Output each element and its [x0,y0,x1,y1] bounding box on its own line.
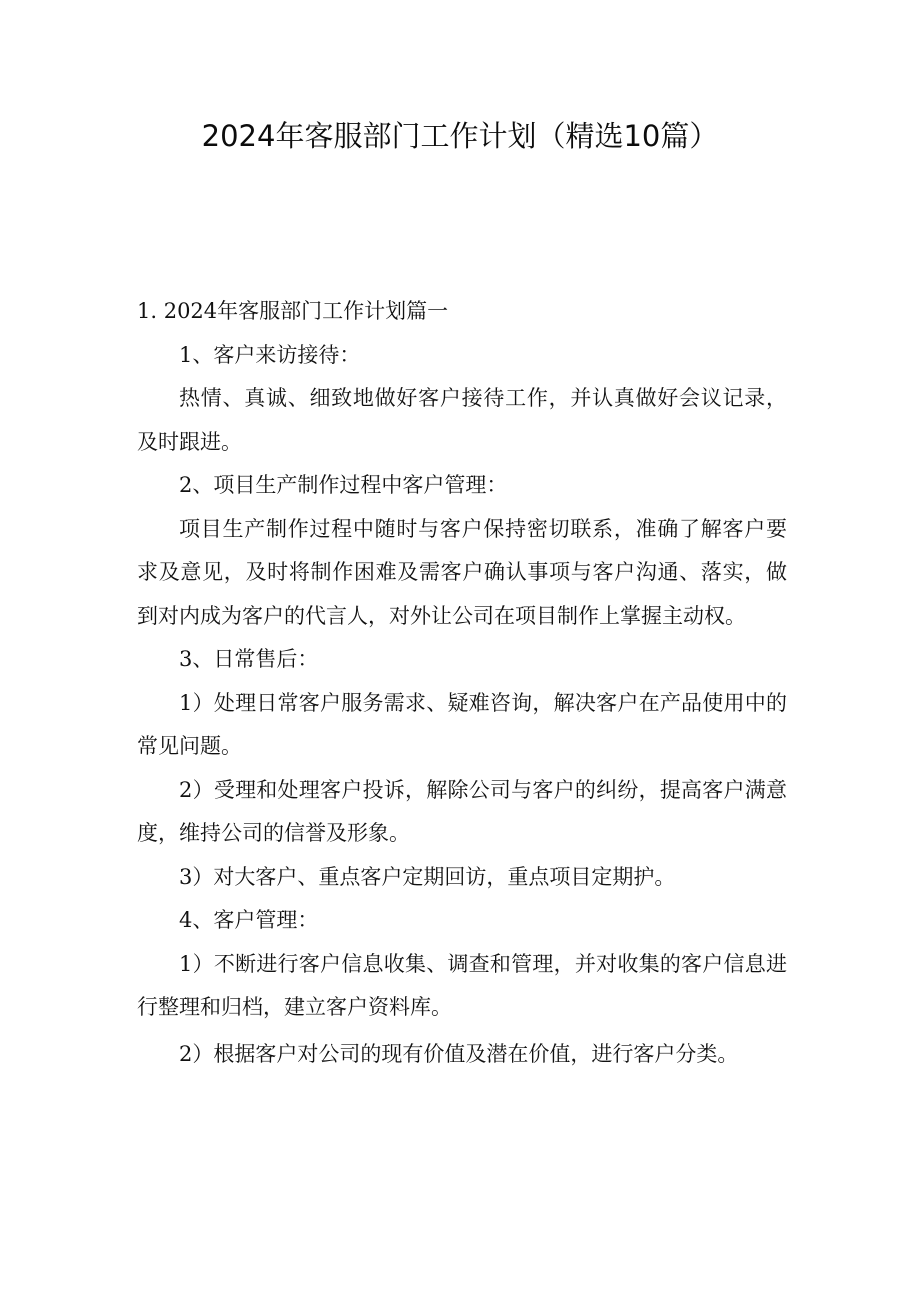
paragraph-reception-detail: 热情、真诚、细致地做好客户接待工作，并认真做好会议记录，及时跟进。 [137,386,787,454]
subheading-customer-management: 4、客户管理： [179,908,319,932]
paragraph-customer-management-2: 2）根据客户对公司的现有价值及潜在价值，进行客户分类。 [179,1041,739,1066]
paragraph-customer-management-1: 1）不断进行客户信息收集、调查和管理，并对收集的客户信息进行整理和归档，建立客户资料库。 [137,951,787,1019]
subheading-after-sales: 3、日常售后： [179,647,319,671]
subheading-production-management: 2、项目生产制作过程中客户管理： [179,473,508,497]
paragraph-after-sales-3: 3）对大客户、重点客户定期回访，重点项目定期护。 [179,864,676,889]
document-title: 2024年客服部门工作计划（精选10篇） [201,119,719,153]
subheading-visitor-reception: 1、客户来访接待： [179,342,361,367]
paragraph-after-sales-2: 2）受理和处理客户投诉，解除公司与客户的纠纷，提高客户满意度，维持公司的信誉及形象。 [137,777,787,845]
section-heading: 1. 2024年客服部门工作计划篇一 [137,299,449,323]
paragraph-production-detail: 项目生产制作过程中随时与客户保持密切联系，准确了解客户要求及意见，及时将制作困难及需客户确认事项与客户沟通、落实，做到对内成为客户的代言人，对外让公司在项目制作上掌握主动权。 [137,516,787,628]
paragraph-after-sales-1: 1）处理日常客户服务需求、疑难咨询，解决客户在产品使用中的常见问题。 [137,690,787,758]
document-body [137,290,787,1078]
